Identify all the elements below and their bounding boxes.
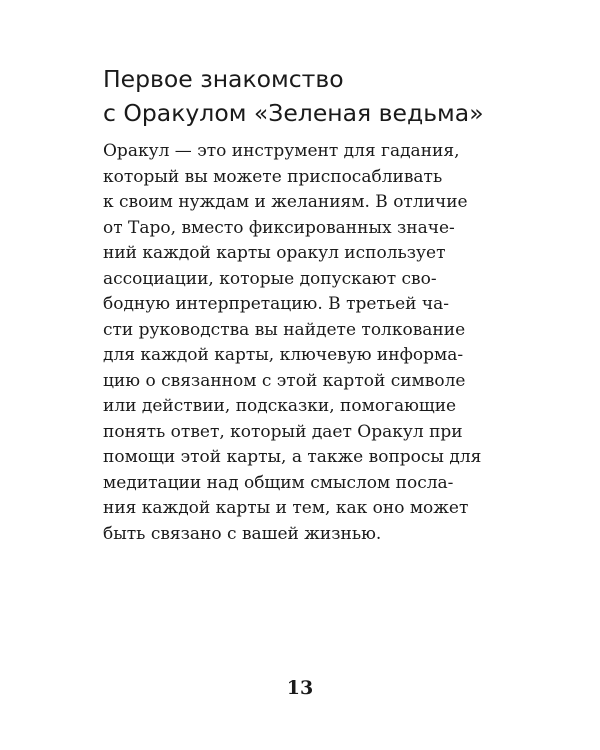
chapter-heading <box>103 62 503 130</box>
body-paragraph <box>103 139 503 547</box>
body-line: к своим нуждам и желаниям. В отличие <box>103 192 468 212</box>
body-line: или действии, подсказки, помогающие <box>103 396 457 416</box>
body-line: цию о связанном с этой картой символе <box>103 370 466 391</box>
body-line: ния каждой карты и тем, как оно может <box>103 498 469 518</box>
page-number: 13 <box>286 677 314 699</box>
body-line: для каждой карты, ключевую информа- <box>103 345 464 365</box>
body-line: ассоциации, которые допускают сво- <box>103 268 437 289</box>
body-line: Оракул — это инструмент для гадания, <box>103 141 460 161</box>
body-line: который вы можете приспосабливать <box>103 166 443 187</box>
body-line: сти руководства вы найдете толкование <box>103 319 466 340</box>
body-line: понять ответ, который дает Оракул при <box>103 421 463 442</box>
body-line: ний каждой карты оракул использует <box>103 243 446 263</box>
body-line: от Таро, вместо фиксированных значе- <box>103 217 455 238</box>
body-line: быть связано с вашей жизнью. <box>103 523 382 544</box>
body-line: бодную интерпретацию. В третьей ча- <box>103 294 449 314</box>
heading-line-2: с Оракулом «Зеленая ведьма» <box>103 99 484 127</box>
body-line: помощи этой карты, а также вопросы для <box>103 447 482 467</box>
body-line: медитации над общим смыслом посла- <box>103 472 454 493</box>
heading-line-1: Первое знакомство <box>103 65 344 93</box>
